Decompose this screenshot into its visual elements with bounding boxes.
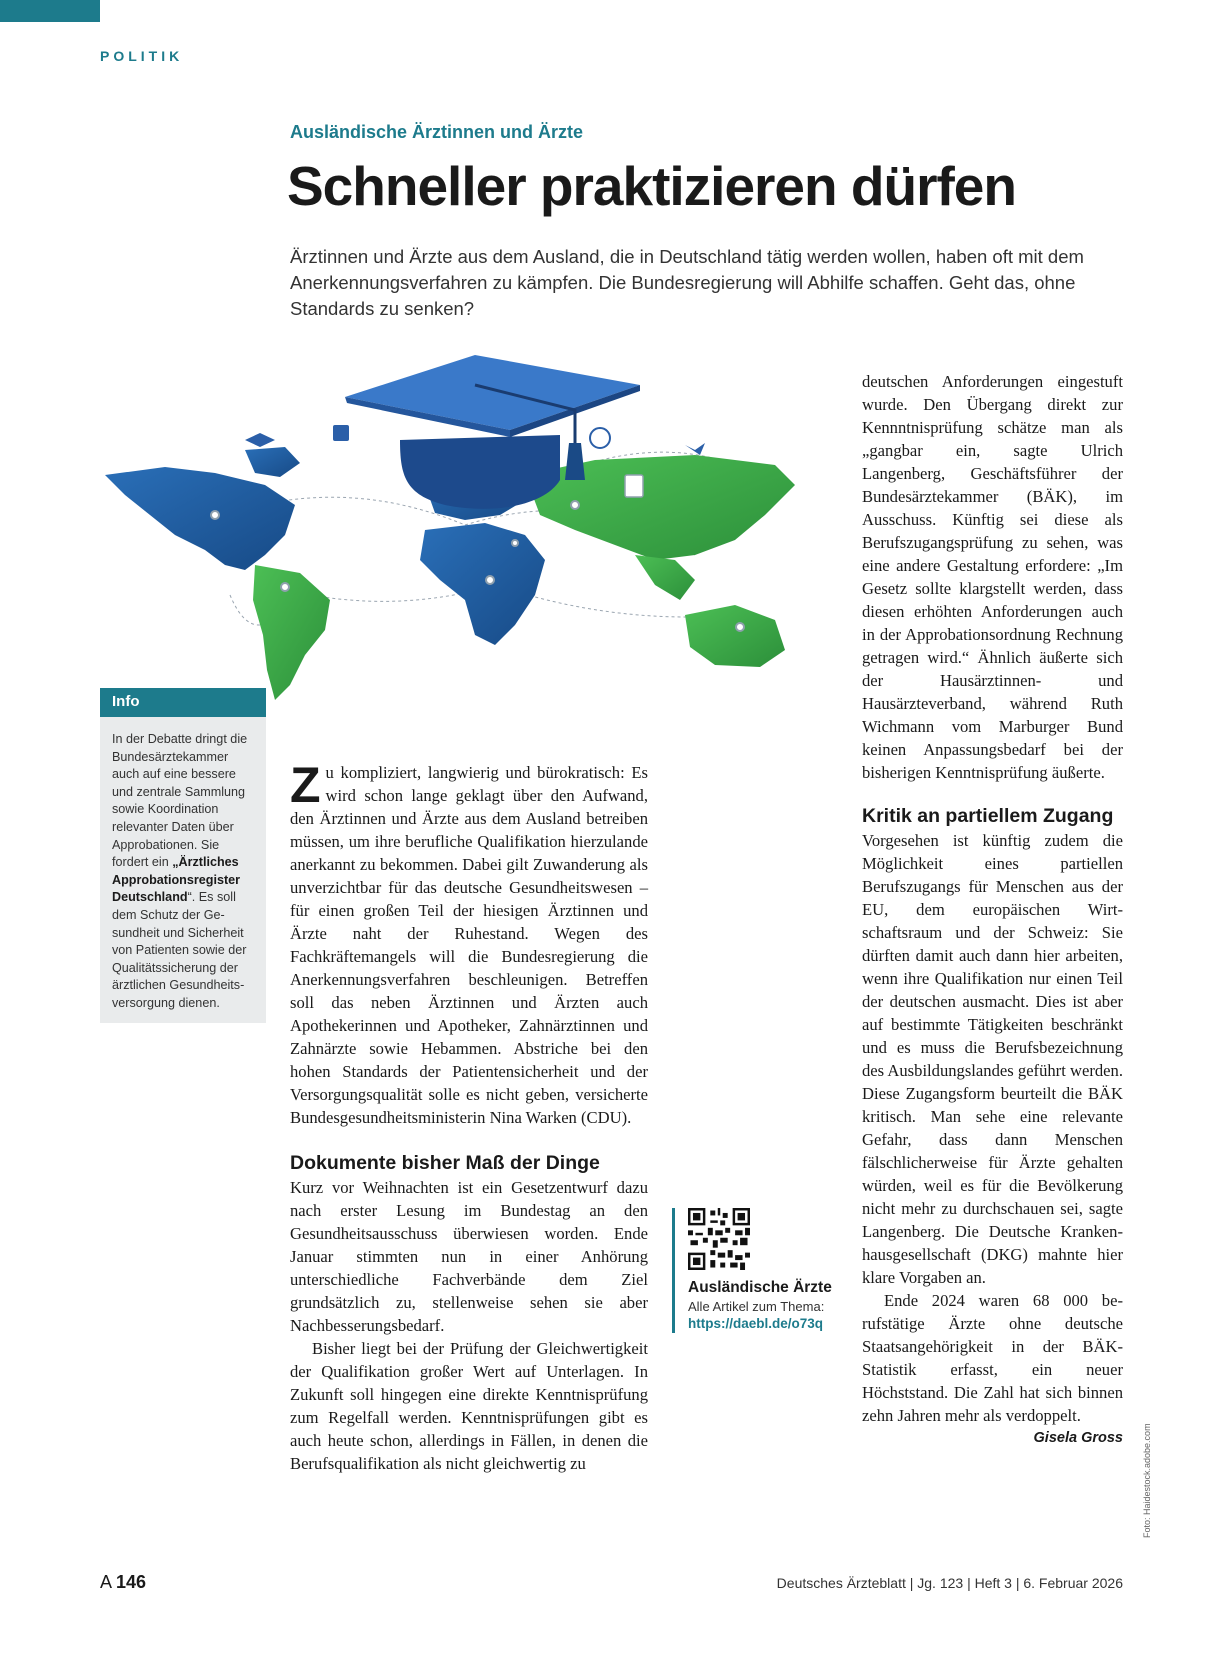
info-box — [100, 688, 266, 1023]
paragraph-intro — [290, 757, 648, 1129]
qr-title: Ausländische Ärzte — [688, 1279, 832, 1296]
greenland-shape — [245, 447, 300, 477]
section-label: POLITIK — [100, 48, 184, 64]
publication-footer: Deutsches Ärzteblatt | Jg. 123 | Heft 3 | 6. Februar 2026 — [776, 1575, 1123, 1591]
australia-shape — [685, 605, 785, 667]
page-prefix: A — [100, 1572, 117, 1592]
info-text-end: “. Es soll dem Schutz der Gesundheit und Sicherheit von Patienten sowie der Qualitätssicherung der ärztlichen Gesundheitsversorgung dienen. — [112, 890, 247, 1010]
page-number — [100, 1572, 146, 1593]
info-text-register: „Ärztliches Approbationsregister Deutschland — [112, 855, 241, 905]
info-text-start: In der Debatte dringt die Bundesärztekammer auch auf eine bessere und zentrale Sammlung sowie Koordination relevanter Daten über Approbationen. Sie fordert ein — [112, 732, 248, 870]
subhead-documents: Dokumente bisher Maß der Dinge — [290, 1152, 600, 1174]
south-america-shape — [253, 565, 330, 700]
photo-credit: Foto: Haidestock.adobe.com — [1142, 1423, 1152, 1538]
qr-code-icon[interactable] — [688, 1208, 750, 1270]
article-column-2 — [862, 370, 1123, 1450]
south-asia-shape — [635, 555, 695, 600]
asia-shape — [525, 455, 795, 560]
paragraph-3: Bisher liegt bei der Prüfung der Gleichwertigkeit der Qualifikation großer Wert auf Unterlagen. In Zukunft soll hingegen eine direkte Kenntnisprüfung zum Regelfall werden. Kenntnisprüfungen gibt es auch heute schon, allerdings in Fällen, in denen die Berufsqualifikation als nicht gleichwertig zu — [290, 1339, 648, 1473]
info-box-heading: Info — [100, 688, 266, 717]
article-column-1 — [290, 757, 648, 1475]
info-box-text — [100, 687, 266, 1023]
qr-link[interactable]: https://daebl.de/o73q — [688, 1316, 824, 1331]
paragraph-2: Kurz vor Weihnachten ist ein Gesetzentwurf dazu nach erster Lesung im Bundestag an den Gesundheitsausschuss überwiesen worden. Ende Januar stimmten nun in einer Anhörung unterschiedliche Fachverbände dem Ziel grundsätzlich zu, stellenweise sehen sie aber Nachbesserungsbedarf. — [290, 1178, 648, 1335]
qr-subtitle: Alle Artikel zum Thema: — [688, 1299, 825, 1314]
paragraph-5: Vorgesehen ist künftig zudem die Möglichkeit eines partiellen Berufszugangs für Menschen aus der EU, dem europäischen Wirtschaftsraum und der Schweiz: Sie dürften damit auch dann hier arbeiten, wenn ihre Qualifikation nur einen Teil der deutschen ausmacht. Dies ist aber auf bestimmte Tätigkeiten beschränkt und es muss die Berufsbezeichnung des Ausbildungslandes geführt werden. Diese Zugangsform beurteilt die BÄK kritisch. Man sehe eine relevante Gefahr, dass dann Menschen fälschlicherweise für Ärzte gehalten würden, weil es für die Bevölkerung nicht mehr zu durchschauen sei, sagte Langenberg. Die Deutsche Krankenhausgesellschaft (DKG) mahnte hier klare Vorgaben an. — [862, 831, 1123, 1287]
intro-text: u kompliziert, langwierig und bürokratisch: Es wird schon lange geklagt über den Aufwand, den Ärztinnen und Ärzte aus dem Ausland betreiben müssen, um ihre berufliche Qualifikation hierzulande anerkannt zu bekommen. Dabei gilt Zuwanderung als unverzichtbar für das deutsche Gesundheitswesen – für einen großen Teil der hiesigen Ärztinnen und Ärzte naht der Ruhestand. Wegen des Fachkräftemangels will die Bundesregierung die Anerkennungsverfahren beschleunigen. Betreffen soll das neben Ärztinnen und Ärzten auch Apothekerinnen und Apotheker, Zahnärztinnen und Zahnärzte sowie Hebammen. Abstriche bei den hohen Standards der Patientensicherheit und der Versorgungsqualität solle es nicht geben, versicherte Bundesgesundheitsministerin Nina Warken (CDU). — [290, 763, 648, 1127]
section-color-bar — [0, 0, 100, 22]
paragraph-6 — [862, 1289, 1123, 1446]
drop-cap: Z — [290, 757, 321, 813]
article-kicker: Ausländische Ärztinnen und Ärzte — [290, 122, 584, 142]
article-lead: Ärztinnen und Ärzte aus dem Ausland, die in Deutschland tätig werden wollen, haben oft mit dem Anerkennungsverfahren zu kämpfen. Die Bundesregierung will Abhilfe schaffen. Geht das, ohne Standards zu senken? — [290, 246, 1084, 319]
paragraph-4: deutschen Anforderungen eingestuft wurde. Den Übergang direkt zur Kennntnisprüfung schätze man als „gangbar ein, sagte Ulrich Langenberg, Geschäftsführer der Bundesärztekammer (BÄK), im Ausschuss. Künftig sei diese als Berufszugangsprüfung zu sehen, was eine andere Gestaltung erfordere: „Im Gesetz sollte klargstellt werden, dass diesen erhöhten Anforderungen auch in der Approbationsordnung Rechnung getragen wird.“ Ähnlich äußerte sich der Hausärztinnen- und Hausärzteverband, während Ruth Wichmann vom Marburger Bund keinen Anpassungsbedarf bei der bisherigen Kenntnisprüfung äußerte. — [862, 372, 1123, 782]
africa-shape — [420, 523, 545, 645]
world-map-graduation-cap-illustration — [95, 355, 855, 735]
page-number-value: 146 — [116, 1572, 147, 1592]
subhead-partial-access: Kritik an partiellem Zugang — [862, 805, 1114, 827]
author-name: Gisela Gross — [1033, 1430, 1123, 1446]
north-america-shape — [105, 467, 295, 570]
qr-code-box — [672, 1208, 848, 1333]
article-headline: Schneller praktizieren dürfen — [287, 155, 1016, 217]
closing-text: Ende 2024 waren 68 000 berufstätige Ärzte ohne deutsche Staatsangehörigkeit in der BÄK-Statistik erfasst, ein neuer Höchststand. Die Zahl hat sich binnen zehn Jahren mehr als verdoppelt. — [862, 1291, 1123, 1425]
